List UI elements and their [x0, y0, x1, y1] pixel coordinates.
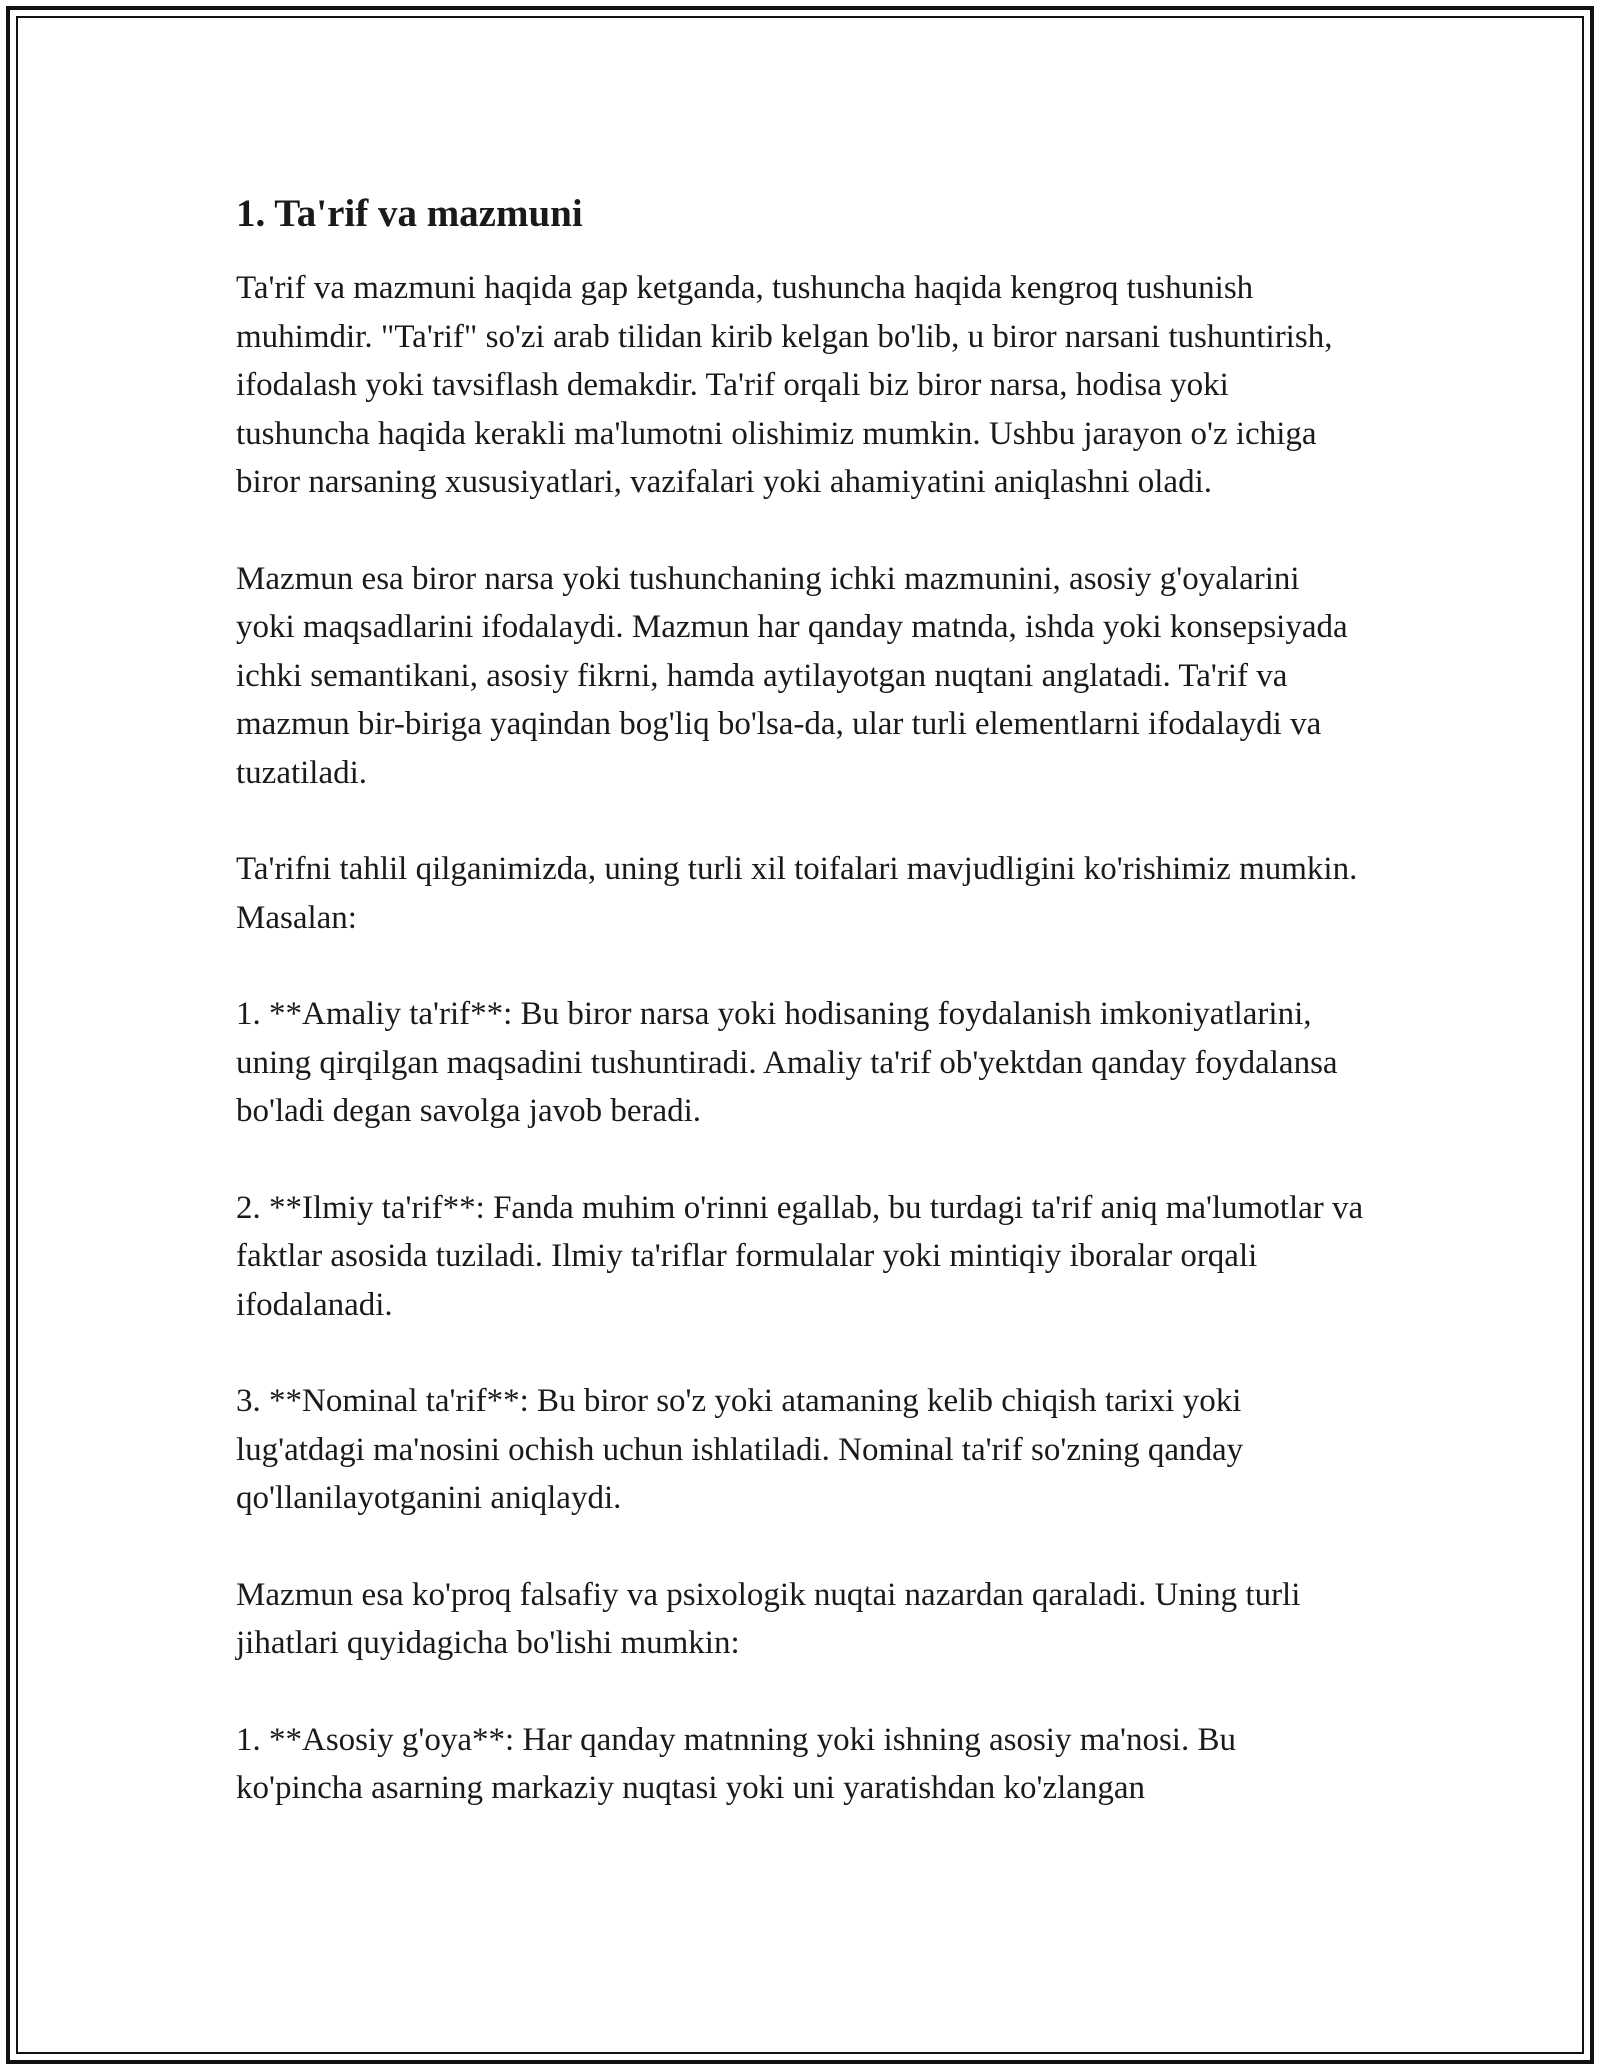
list-item-amaliy: 1. **Amaliy ta'rif**: Bu biror narsa yoki hodisaning foydalanish imkoniyatlarini, uning qirqilgan maqsadini tushuntiradi. Amaliy ta'rif ob'yektdan qanday foydalansa bo'ladi degan savolga javob beradi. — [236, 996, 1338, 1129]
document-body — [236, 186, 1366, 1813]
paragraph-tarif-types-intro: Ta'rifni tahlil qilganimizda, uning turli xil toifalari mavjudligini ko'rishimiz mumkin. Masalan: — [236, 851, 1358, 936]
paragraph-mazmun-aspects-intro: Mazmun esa ko'proq falsafiy va psixologik nuqtai nazardan qaraladi. Uning turli jihatlari quyidagicha bo'lishi mumkin: — [236, 1576, 1301, 1661]
list-item-ilmiy: 2. **Ilmiy ta'rif**: Fanda muhim o'rinni egallab, bu turdagi ta'rif aniq ma'lumotlar va faktlar asosida tuziladi. Ilmiy ta'riflar formulalar yoki mintiqiy iboralar orqali ifodalanadi. — [236, 1189, 1364, 1323]
paragraph-mazmun: Mazmun esa biror narsa yoki tushunchaning ichki mazmunini, asosiy g'oyalarini yoki maqsadlarini ifodalaydi. Mazmun har qanday matnda, ishda yoki konsepsiyada ichki semantikani, asosiy fikrni, hamda aytilayotgan nuqtani anglatadi. Ta'rif va mazmun bir-biriga yaqindan bog'liq bo'lsa-da, ular turli elementlarni ifodalaydi va tuzatiladi. — [236, 560, 1348, 791]
list-item-nominal: 3. **Nominal ta'rif**: Bu biror so'z yoki atamaning kelib chiqish tarixi yoki lug'atdagi ma'nosini ochish uchun ishlatiladi. Nominal ta'rif so'zning qanday qo'llanilayotganini aniqlaydi. — [236, 1383, 1244, 1516]
list-item-asosiy-goya: 1. **Asosiy g'oya**: Har qanday matnning yoki ishning asosiy ma'nosi. Bu ko'pincha asarning markaziy nuqtasi yoki uni yaratishdan ko'zlangan — [236, 1721, 1236, 1806]
paragraph-intro: Ta'rif va mazmuni haqida gap ketganda, tushuncha haqida kengroq tushunish muhimdir. "Ta'rif" so'zi arab tilidan kirib kelgan bo'lib, u biror narsani tushuntirish, ifodalash yoki tavsiflash demakdir. Ta'rif orqali biz biror narsa, hodisa yoki tushuncha haqida kerakli ma'lumotni olishimiz mumkin. Ushbu jarayon o'z ichiga biror narsaning xususiyatlari, vazifalari yoki ahamiyatini aniqlashni oladi. — [236, 270, 1333, 500]
section-heading: 1. Ta'rif va mazmuni — [236, 192, 583, 235]
